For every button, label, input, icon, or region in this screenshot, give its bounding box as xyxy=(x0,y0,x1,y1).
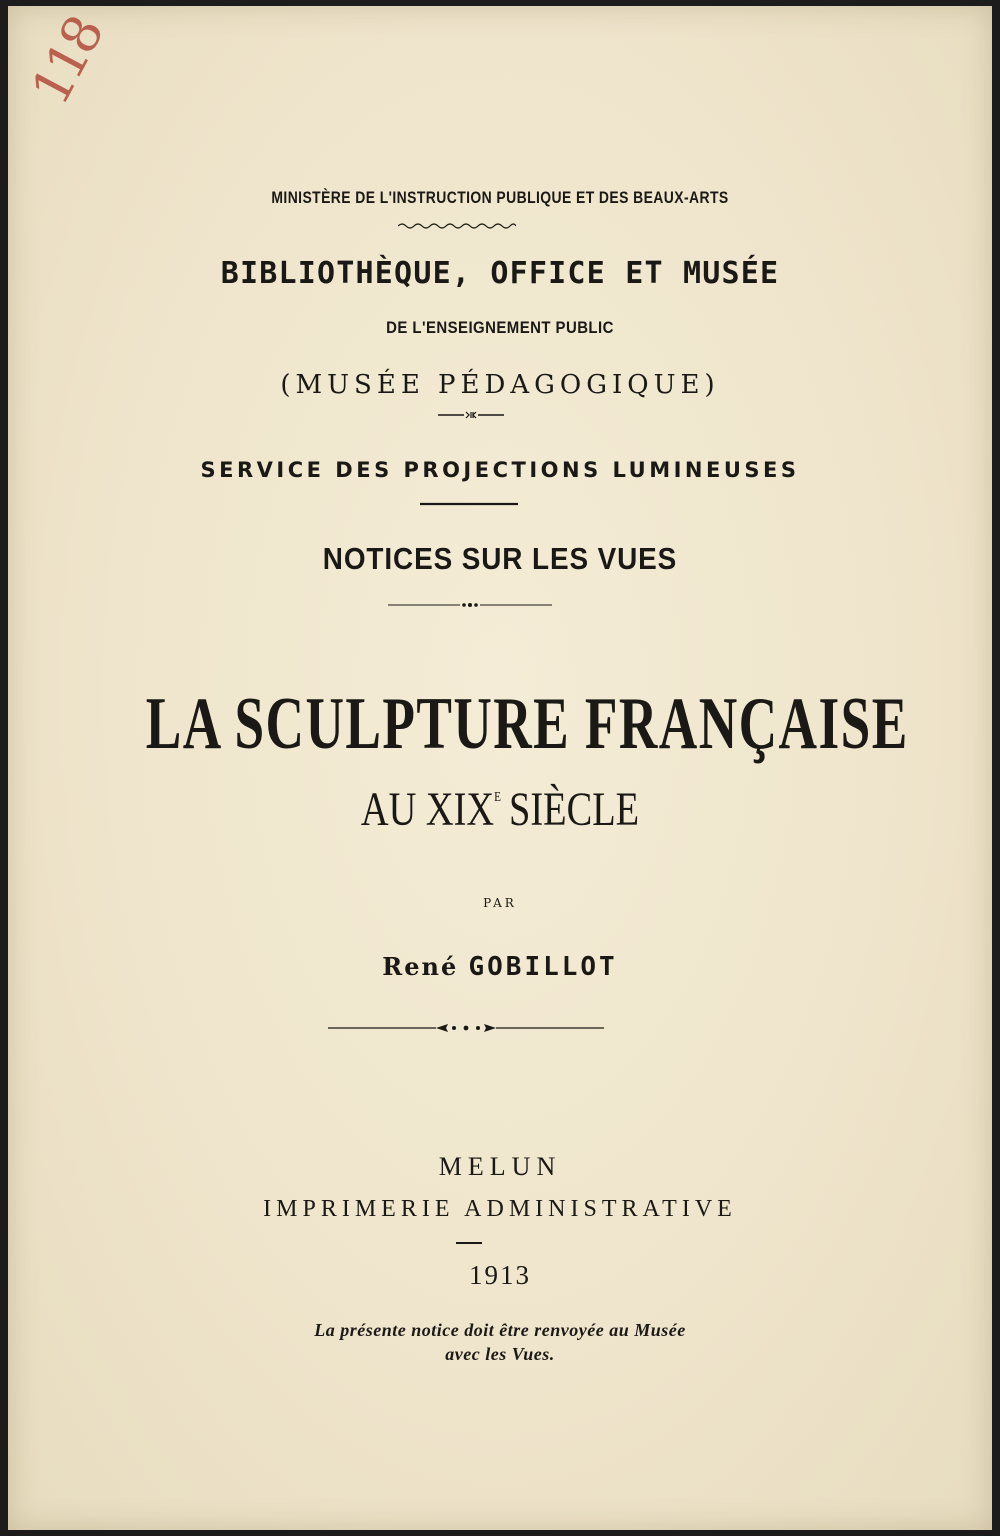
author-last-name: GOBILLOT xyxy=(468,952,618,982)
century-superscript: E xyxy=(494,790,502,805)
short-rule-divider xyxy=(456,1241,482,1245)
small-divider-ornament xyxy=(438,410,504,420)
arrow-divider-ornament xyxy=(328,1022,604,1034)
handwritten-number: 118 xyxy=(20,9,115,115)
imprint-printer: IMPRIMERIE ADMINISTRATIVE xyxy=(263,1196,737,1222)
institution-subtitle: DE L'ENSEIGNEMENT PUBLIC xyxy=(386,318,614,337)
ministry-heading: MINISTÈRE DE L'INSTRUCTION PUBLIQUE ET DES BEAUX-ARTS xyxy=(271,188,729,207)
dotted-divider-ornament xyxy=(388,600,552,610)
return-note-line-1: La présente notice doit être renvoyée au Musée xyxy=(314,1320,686,1340)
century-subtitle-prefix: AU XIX xyxy=(360,783,495,836)
imprint-city: MELUN xyxy=(438,1152,562,1181)
institution-title: BIBLIOTHÈQUE, OFFICE ET MUSÉE xyxy=(220,256,780,291)
series-heading: NOTICES SUR LES VUES xyxy=(322,541,678,576)
document-cover xyxy=(8,6,992,1530)
by-label: PAR xyxy=(483,896,517,910)
rule-divider xyxy=(420,502,518,506)
museum-name: (MUSÉE PÉDAGOGIQUE) xyxy=(280,370,720,400)
author-first-name: René xyxy=(382,952,459,981)
main-title: LA SCULPTURE FRANÇAISE xyxy=(145,683,909,765)
century-subtitle-suffix: SIÈCLE xyxy=(509,783,640,836)
author-name xyxy=(8,952,992,982)
return-note-line-2: avec les Vues. xyxy=(445,1344,555,1364)
century-subtitle xyxy=(106,782,893,837)
imprint-year: 1913 xyxy=(469,1260,531,1290)
wave-ornament xyxy=(398,221,516,231)
service-heading: SERVICE DES PROJECTIONS LUMINEUSES xyxy=(200,458,800,482)
